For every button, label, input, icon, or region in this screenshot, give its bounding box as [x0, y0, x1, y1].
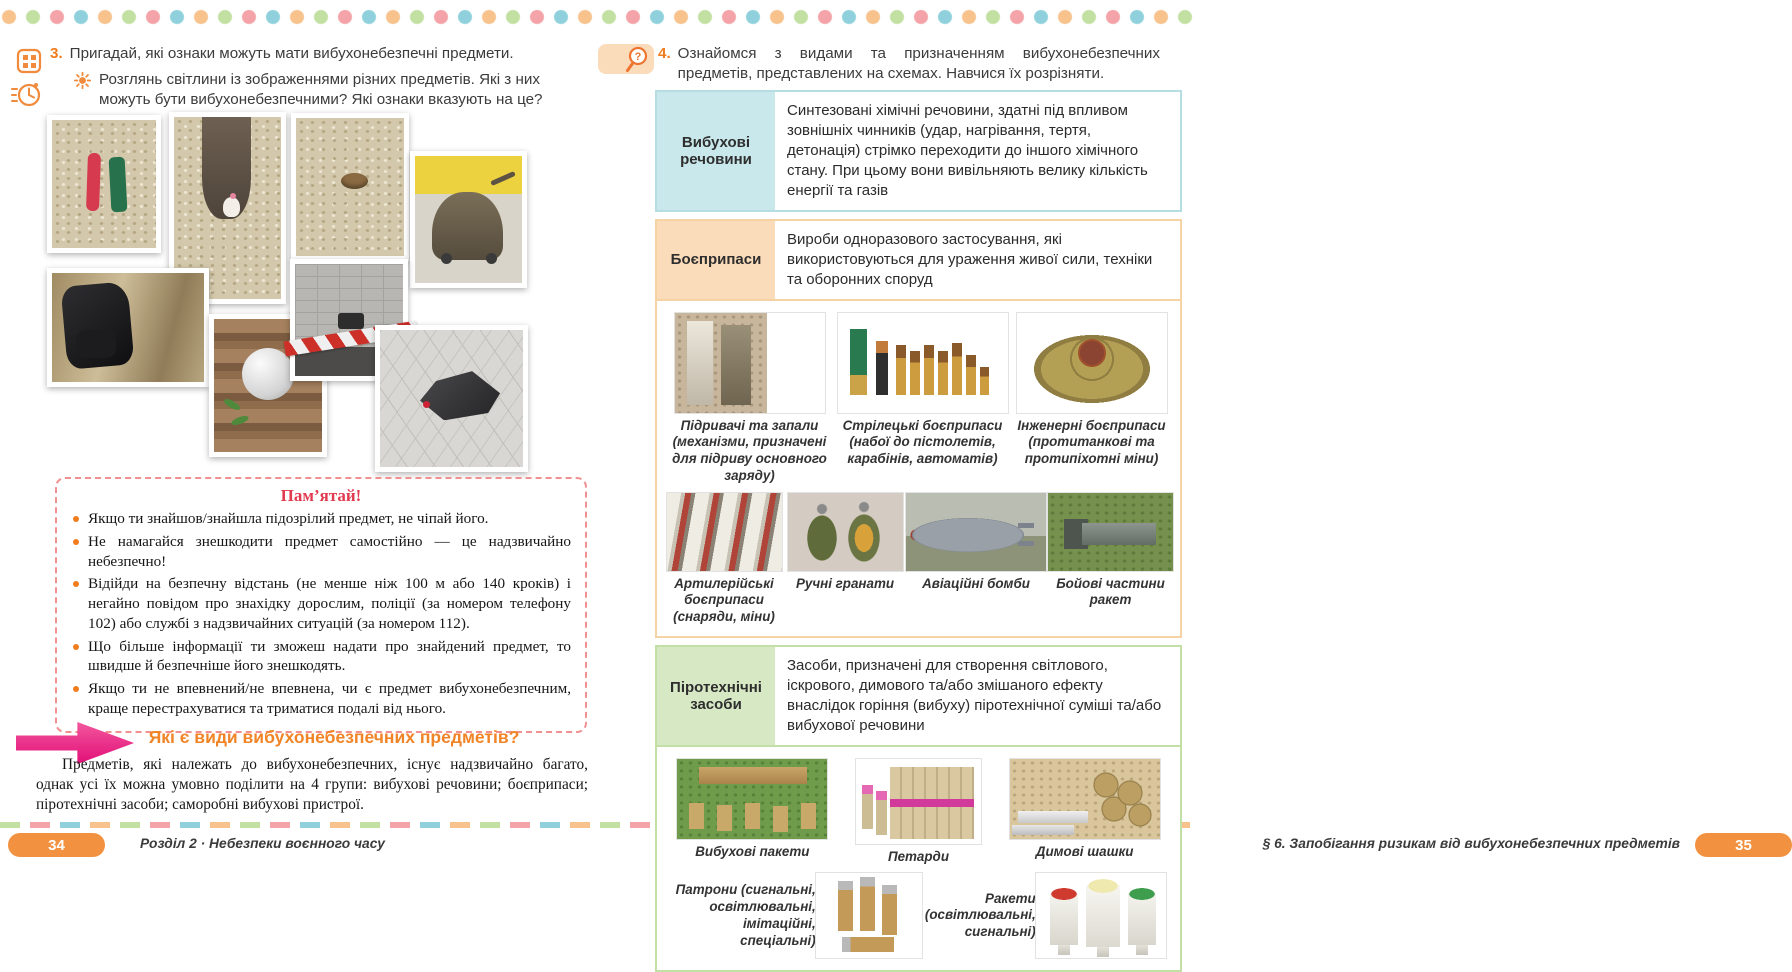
rocket-debris-photo [1048, 493, 1173, 571]
fuzes-photo [675, 313, 825, 413]
search-question-icon [624, 45, 650, 73]
cartridges-caption: Стрілецькі боєприпаси (набої до пістолетів, карабінів, автоматів) [837, 418, 1009, 468]
svg-text:?: ? [635, 51, 642, 63]
footer-right: § 6. Запобігання ризикам від вибухонебезпечних предметів [1085, 836, 1680, 851]
figure-artillery [664, 493, 784, 626]
smoke-bombs-photo [1010, 759, 1160, 839]
task-4 [658, 44, 1160, 84]
search-question-plate [598, 44, 654, 74]
section-pyrotechnics [655, 645, 1182, 972]
sun-icon [74, 72, 91, 89]
section-ammunition-header [655, 219, 1182, 301]
pyro-photobox [655, 745, 1182, 972]
clock-icon [10, 80, 44, 110]
bag-wheel [441, 253, 452, 264]
green-object [109, 157, 128, 213]
black-object [420, 371, 500, 420]
remember-item: Не намагайся знешкодити предмет самостійно — це надзвичайно небезпечно! [71, 532, 571, 572]
remember-item: Якщо ти не впевнений/не впевнена, чи є предмет вибухонебезпечним, краще перестрахуватися та триматися подалі від нього. [71, 679, 571, 719]
figure-small-arms-ammo [837, 313, 1009, 468]
figure-engineer-munitions [1010, 313, 1174, 468]
photo-object-on-pavement [375, 325, 528, 472]
section-label-pyro: Піротехнічні засоби [657, 647, 775, 745]
section-desc-explosives: Синтезовані хімічні речовини, здатні під впливом зовнішніх чинників (удар, нагрівання, тертя, детонація) стрімко переходити до іншого хімічного стану. При цьому вони вивільняють велику кількість енергії та газів [775, 92, 1180, 210]
mine-photo [1017, 313, 1167, 413]
green-leaf [231, 415, 250, 428]
cartridges-photo [838, 313, 1008, 413]
remember-item: Якщо ти знайшов/знайшла підозрілий предмет, не чіпай його. [71, 509, 571, 529]
figure-firecrackers [851, 759, 986, 866]
figure-aviation-bombs [906, 493, 1046, 593]
page-left [0, 0, 600, 878]
signal-cartridges-photo [816, 873, 922, 958]
ammo-photobox [655, 299, 1182, 638]
section-pyro-header [655, 645, 1182, 747]
signal-rockets-caption: Ракети (освітлювальні, сигнальні) [922, 891, 1036, 941]
bomb-caption: Авіаційні бомби [922, 576, 1030, 593]
remember-box [55, 477, 587, 733]
ammo-figure-row-1 [663, 313, 1174, 485]
backpack-pocket [76, 330, 116, 358]
task-3-subtask-text: Розглянь світлини із зображеннями різних предметів. Які з них можуть бути вибухонебезпечними? Які ознаки вказують на це? [99, 70, 566, 110]
section-label-ammo: Боєприпаси [657, 221, 775, 299]
firecrackers-caption: Петарди [888, 849, 949, 866]
smoke-bombs-caption: Димові шашки [1036, 844, 1134, 861]
section-ammunition [655, 219, 1182, 638]
remember-item: Що більше інформації ти зможеш надати про знайдений предмет, то швидше й безпечніше його знешкодять. [71, 637, 571, 677]
suspicious-object [341, 173, 368, 189]
photo-abandoned-bag [410, 151, 527, 288]
grenades-caption: Ручні гранати [796, 576, 894, 593]
section-desc-ammo: Вироби одноразового застосування, які використовуються для ураження живої сили, техніки та оборонних споруд [775, 221, 1180, 299]
section-label-explosives: Вибухові речовини [657, 92, 775, 210]
tasks-grid-icon [14, 46, 44, 76]
explosive-packets-caption: Вибухові пакети [695, 844, 809, 861]
remember-title: Пам’ятай! [71, 486, 571, 506]
explosive-packets-photo [677, 759, 827, 839]
photo-backpack-forest [47, 268, 209, 387]
section-question-heading: Які є види вибухонебезпечних предметів? [108, 727, 560, 748]
footer-left: Розділ 2 · Небезпеки воєнного часу [140, 836, 385, 851]
photo-object-in-leaves [291, 113, 409, 261]
green-leaf [222, 397, 241, 412]
task-4-number: 4. [658, 44, 671, 84]
photo-pavement-image [380, 330, 523, 467]
bomb-photo [906, 493, 1046, 571]
signal-rockets-photo [1036, 873, 1166, 958]
photo-detonators-on-grass [47, 115, 161, 253]
signal-cartridges-caption: Патрони (сигнальні, освітлювальні, імітаційні, спеціальні) [671, 882, 816, 949]
fuzes-caption: Підривачі та запали (механізми, призначені для підриву основного заряду) [664, 418, 836, 485]
firecrackers-photo [856, 759, 981, 844]
pyro-figure-row-2 [663, 873, 1174, 958]
photo-leaves-image [296, 118, 404, 256]
lead-paragraph: Предметів, які належать до вибухонебезпечних, існує надзвичайно багато, однак усі їх можна умовно поділити на 4 групи: вибухові речовини; боєприпаси; піротехнічні засоби; саморобні вибухові пристрої. [36, 755, 588, 815]
photo-backpack-image [52, 273, 204, 382]
figure-rocket-warheads [1048, 493, 1173, 610]
figure-grenades [786, 493, 904, 593]
suspicious-device [338, 313, 364, 329]
page-right [600, 0, 1200, 878]
toy-doll [223, 197, 240, 217]
page-number-right: 35 [1695, 833, 1792, 857]
task-3-number: 3. [50, 44, 63, 64]
page-number-left: 34 [8, 833, 105, 857]
travel-bag [432, 192, 503, 261]
task-4-text: Ознайомся з видами та призначенням вибухонебезпечних предметів, представлених на схемах. Навчися їх розрізняти. [678, 44, 1160, 84]
remember-item: Відійди на безпечну відстань (не менше ніж 100 м або 140 кроків) і негайно повідом про знахідку дорослим, поліції (за номером телефону 102) або службі з надзвичайних ситуацій (за номером 112). [71, 574, 571, 633]
photo-detonators-image [52, 120, 156, 248]
photo-bag-image [415, 156, 522, 283]
artillery-shells-photo [667, 493, 782, 571]
ammo-figure-row-2 [663, 493, 1174, 626]
figure-fuzes [664, 313, 836, 485]
section-desc-pyro: Засоби, призначені для створення світлового, іскрового, димового та/або змішаного ефекту внаслідок горіння (вибуху) піротехнічної суміші та/або вибухової речовини [775, 647, 1180, 745]
mine-caption: Інженерні боєприпаси (протитанкові та протипіхотні міни) [1010, 418, 1174, 468]
figure-explosive-packets [672, 759, 832, 861]
task-3 [50, 44, 575, 64]
task-3-text: Пригадай, які ознаки можуть мати вибухонебезпечні предмети. [70, 44, 514, 64]
red-object [86, 153, 101, 211]
bag-wheel [486, 253, 497, 264]
section-explosive-substances [655, 90, 1182, 212]
artillery-caption: Артилерійські боєприпаси (снаряди, міни) [664, 576, 784, 626]
grenades-photo [788, 493, 903, 571]
remember-list [71, 509, 571, 719]
rocket-caption: Бойові частини ракет [1048, 576, 1173, 610]
task-3-subtask [74, 70, 566, 110]
